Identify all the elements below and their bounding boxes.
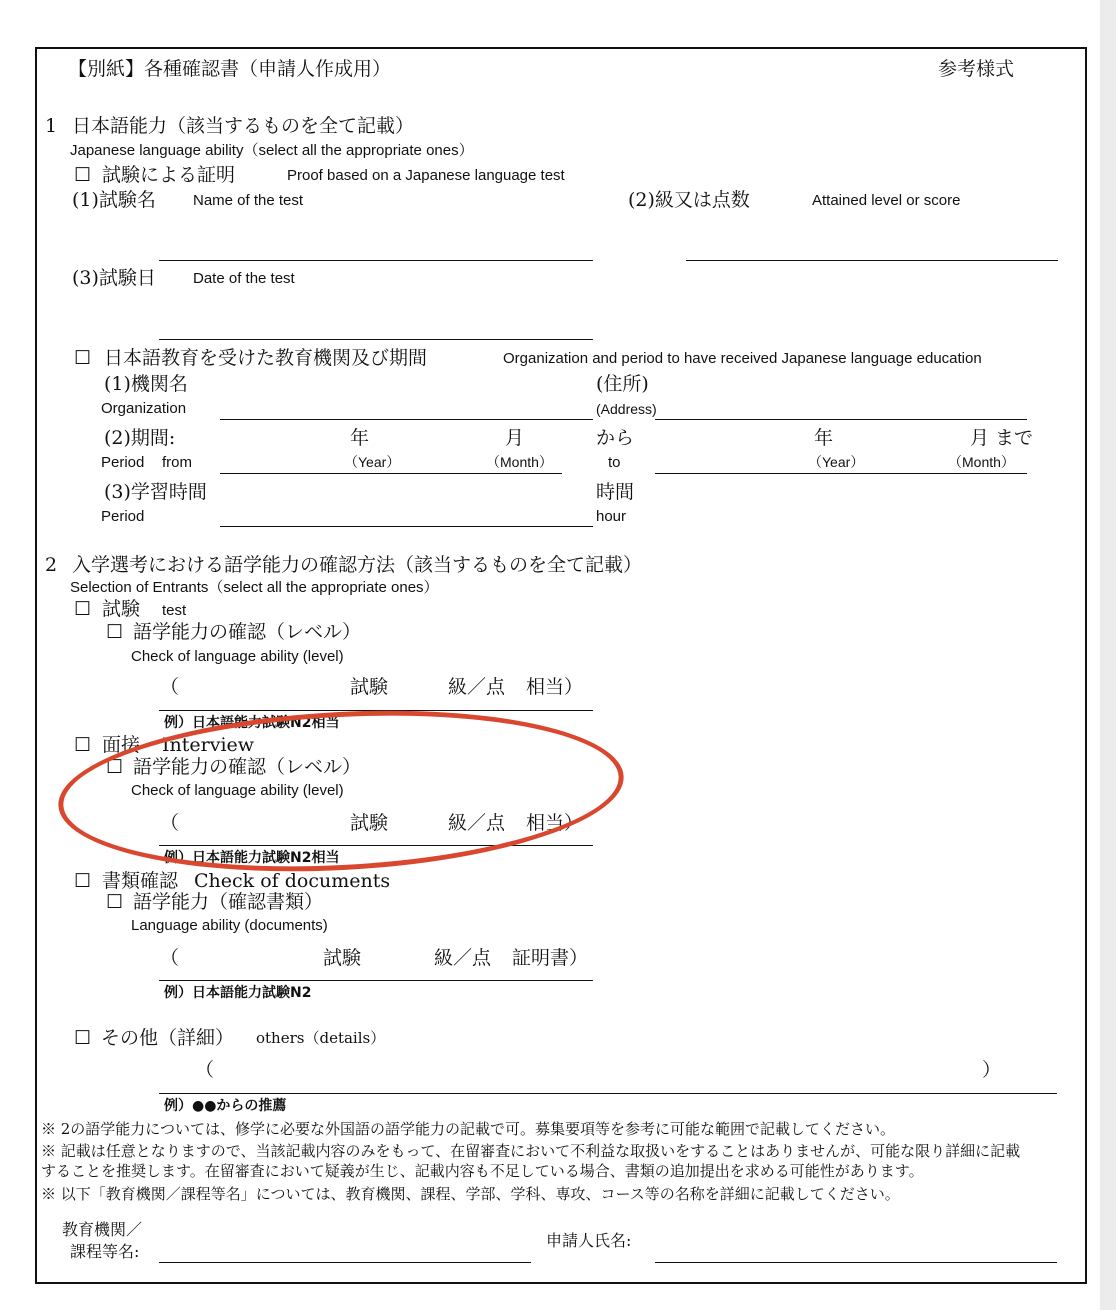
- address-label-en: (Address): [596, 401, 657, 417]
- documents-example: 例）日本語能力試験N2: [164, 985, 312, 1001]
- documents-label: 書類確認: [102, 870, 179, 892]
- from-year-label: 年: [350, 427, 370, 449]
- to-month-label-en: （Month）: [948, 454, 1015, 470]
- jikan-label: 時間: [596, 481, 635, 503]
- test-proof-label: 試験による証明: [102, 164, 236, 186]
- documents-fill-test: 試験: [323, 947, 362, 969]
- edu-checkbox[interactable]: ☐: [74, 347, 92, 369]
- others-checkbox[interactable]: ☐: [74, 1027, 92, 1049]
- org-label: (1)機関名: [104, 373, 188, 395]
- others-paren-close: ）: [982, 1059, 1002, 1081]
- form-title: 【別紙】各種確認書（申請人作成用）: [68, 58, 392, 80]
- to-year-label-en: （Year）: [808, 454, 865, 470]
- interview-label-en: Interview: [162, 734, 255, 756]
- interview-sub-label-en: Check of language ability (level): [131, 782, 344, 799]
- test-level-label-en: Attained level or score: [812, 192, 961, 209]
- exam-fill-end: 相当）: [526, 676, 584, 698]
- institution-field[interactable]: [159, 1262, 531, 1263]
- kara-label: から: [596, 427, 635, 449]
- exam-fill-level: 級／点: [448, 676, 506, 698]
- org-label-en: Organization: [101, 400, 187, 417]
- applicant-name-label: 申請人氏名:: [546, 1231, 632, 1250]
- from-month-label: 月: [505, 427, 525, 449]
- period-label: (2)期間:: [104, 427, 176, 449]
- section2-number: 2: [45, 554, 58, 576]
- section1-subtitle-en: Japanese language ability（select all the appropriate ones）: [70, 142, 474, 159]
- note-2-line1: ※ 記載は任意となりますので、当該記載内容のみをもって、在留審査において不利益な取扱いをすることはありませんが、可能な限り詳細に記載: [41, 1142, 1021, 1160]
- from-year-label-en: （Year）: [344, 454, 401, 470]
- documents-paren-open: （: [160, 947, 180, 969]
- others-details-field[interactable]: [159, 1093, 1057, 1094]
- test-name-label-en: Name of the test: [193, 192, 304, 209]
- documents-sub-label: 語学能力（確認書類）: [133, 891, 324, 913]
- to-label-en: to: [608, 454, 621, 471]
- period-from-field[interactable]: [220, 473, 562, 474]
- until-month-label: 月 まで: [970, 427, 1034, 449]
- test-level-field[interactable]: [686, 260, 1058, 261]
- test-name-field[interactable]: [159, 260, 593, 261]
- from-month-label-en: （Month）: [486, 454, 553, 470]
- hour-label-en: hour: [596, 508, 627, 525]
- exam-fill-test: 試験: [350, 676, 389, 698]
- institution-label-line2: 課程等名:: [70, 1242, 140, 1261]
- section2-title: 入学選考における語学能力の確認方法（該当するものを全て記載）: [72, 554, 643, 576]
- documents-sub-checkbox[interactable]: ☐: [106, 891, 124, 913]
- others-label-en: others（details）: [256, 1029, 386, 1047]
- exam-sub-label-en: Check of language ability (level): [131, 648, 344, 665]
- period-label-en: Period: [101, 454, 145, 471]
- documents-level-field[interactable]: [159, 980, 593, 981]
- applicant-name-field[interactable]: [655, 1262, 1057, 1263]
- documents-checkbox[interactable]: ☐: [74, 870, 92, 892]
- note-1: ※ 2の語学能力については、修学に必要な外国語の語学能力の記載で可。募集要項等を参考に可能な範囲で記載してください。: [41, 1120, 896, 1138]
- interview-sub-label: 語学能力の確認（レベル）: [133, 756, 362, 778]
- section1-title: 日本語能力（該当するものを全て記載）: [72, 115, 415, 137]
- note-3: ※ 以下「教育機関／課程等名」については、教育機関、課程、学部、学科、専攻、コース等の名称を詳細に記載してください。: [41, 1185, 900, 1203]
- interview-paren-open: （: [160, 812, 180, 834]
- test-date-field[interactable]: [159, 339, 593, 340]
- scrollbar[interactable]: [1100, 0, 1116, 1310]
- exam-label-en: test: [162, 602, 187, 619]
- from-label-en: from: [162, 454, 192, 471]
- documents-fill-end: 証明書）: [512, 947, 589, 969]
- edu-label-en: Organization and period to have received Japanese language education: [503, 350, 982, 367]
- documents-fill-level: 級／点: [434, 947, 492, 969]
- study-hours-field[interactable]: [220, 526, 593, 527]
- exam-checkbox[interactable]: ☐: [74, 598, 92, 620]
- institution-label-line1: 教育機関／: [62, 1220, 143, 1239]
- interview-fill-end: 相当）: [526, 812, 584, 834]
- interview-example: 例）日本語能力試験N2相当: [164, 850, 340, 866]
- interview-label: 面接: [102, 734, 141, 756]
- documents-sub-label-en: Language ability (documents): [131, 917, 328, 934]
- others-paren-open: （: [195, 1059, 215, 1081]
- test-proof-checkbox[interactable]: ☐: [74, 164, 92, 186]
- exam-sub-label: 語学能力の確認（レベル）: [133, 621, 362, 643]
- reference-format-label: 参考様式: [938, 58, 1015, 80]
- exam-sub-checkbox[interactable]: ☐: [106, 621, 124, 643]
- org-field[interactable]: [220, 419, 593, 420]
- interview-fill-test: 試験: [350, 812, 389, 834]
- interview-fill-level: 級／点: [448, 812, 506, 834]
- study-hours-label: (3)学習時間: [104, 481, 207, 503]
- to-year-label: 年: [814, 427, 834, 449]
- section2-subtitle-en: Selection of Entrants（select all the appropriate ones）: [70, 579, 439, 596]
- section1-number: 1: [45, 115, 58, 137]
- test-level-label: (2)級又は点数: [628, 189, 750, 211]
- test-date-label-en: Date of the test: [193, 270, 295, 287]
- documents-label-en: Check of documents: [194, 870, 391, 892]
- exam-paren-open: （: [160, 676, 180, 698]
- test-name-label: (1)試験名: [72, 189, 156, 211]
- test-date-label: (3)試験日: [72, 267, 156, 289]
- test-proof-label-en: Proof based on a Japanese language test: [287, 167, 565, 184]
- exam-label: 試験: [102, 598, 141, 620]
- period-to-field[interactable]: [655, 473, 1027, 474]
- others-example: 例）●●からの推薦: [164, 1098, 287, 1114]
- address-label: (住所): [596, 373, 649, 395]
- address-field[interactable]: [655, 419, 1027, 420]
- edu-label: 日本語教育を受けた教育機関及び期間: [104, 347, 428, 369]
- note-2-line2: することを推奨します。在留審査において疑義が生じ、記載内容も不足している場合、書類の追加提出を求める可能性があります。: [41, 1162, 924, 1180]
- exam-example: 例）日本語能力試験N2相当: [164, 715, 340, 731]
- others-label: その他（詳細）: [101, 1027, 235, 1049]
- study-hours-label-en: Period: [101, 508, 145, 525]
- interview-sub-checkbox[interactable]: ☐: [106, 756, 124, 778]
- interview-checkbox[interactable]: ☐: [74, 734, 92, 756]
